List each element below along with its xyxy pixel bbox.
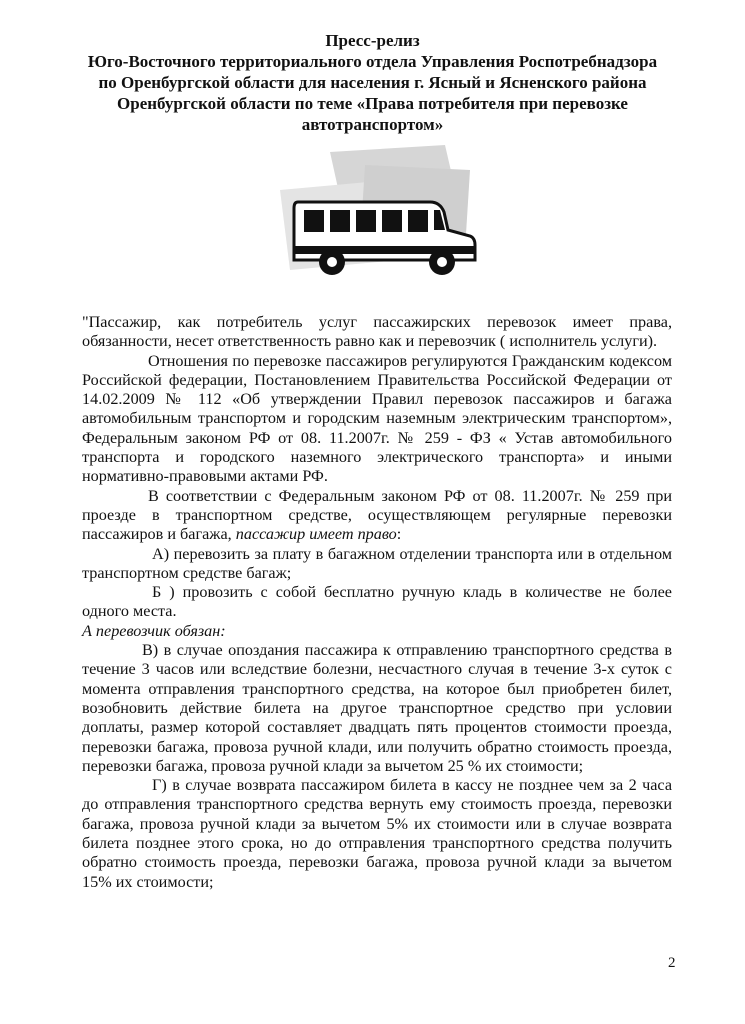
paragraph-passenger-rights [82, 487, 672, 545]
press-release-header [60, 30, 685, 135]
paragraph-item-v: В) в случае опоздания пассажира к отправлению транспортного средства в течение 3 часов или вследствие болезни, несчастного случая в течение 3-х суток с момента отправления транспортного средства, на которое был приобретен билет, возобновить действие билета на другое транспортное средство при условии доплаты, размер которой составляет двадцать пять процентов стоимости проезда, перевозки багажа, провоза ручной клади, или получить обратно стоимость проезда, перевозки багажа, провоза ручной клади за вычетом 25 % их стоимости; [82, 641, 672, 775]
passenger-rights-emphasis: пассажир имеет право [235, 525, 397, 544]
bus-hub-icon [437, 257, 447, 267]
header-line-4: Оренбургской области по теме «Права потребителя при перевозке [117, 94, 628, 113]
page-number: 2 [668, 955, 676, 971]
bus-window-icon [408, 210, 428, 232]
bus-window-icon [382, 210, 402, 232]
paragraph-regulation: Отношения по перевозке пассажиров регулируются Гражданским кодексом Российской федерации, Постановлением Правительства Российской Федерации от 14.02.2009 № 112 «Об утверждении Правил перевозок пассажиров и багажа автомобильным транспортом и городским наземным электрическим транспортом», Федеральным законом РФ от 08. 11.2007г. № 259 - ФЗ « Устав автомобильного транспорта и городского наземного электрического транспорта» и иными нормативно-правовыми актами РФ. [82, 351, 672, 486]
paragraph-text: В соответствии с Федеральным законом РФ от 08. 11.2007г. № 259 при проезде в транспортном средстве, осуществляющем регулярные перевозки пассажиров и багажа, [82, 486, 672, 544]
header-title: Пресс-релиз [325, 31, 420, 50]
header-line-2: Юго-Восточного территориального отдела Управления Роспотребнадзора [87, 52, 658, 71]
header-line-5: автотранспортом» [301, 115, 444, 134]
bus-hub-icon [327, 257, 337, 267]
paragraph-text: : [396, 525, 402, 544]
header-line-3: по Оренбургской области для населения г. Ясный и Ясненского района [98, 73, 647, 92]
bus-window-icon [356, 210, 376, 232]
document-body [82, 313, 672, 892]
paragraph-item-b: Б ) провозить с собой бесплатно ручную кладь в количестве не более одного места. [82, 583, 672, 621]
bus-icon [270, 140, 480, 290]
paragraph-item-g: Г) в случае возврата пассажиром билета в кассу не позднее чем за 2 часа до отправления транспортного средства вернуть ему стоимость проезда, перевозки багажа, провоза ручной клади за вычетом 5% их стоимости или в случае возврата билета позднее этого срока, но до отправления транспортного средства получить обратно стоимость проезда, перевозки багажа, провоза ручной клади за вычетом 15% их стоимости; [82, 776, 672, 891]
paragraph-item-a: А) перевозить за плату в багажном отделении транспорта или в отдельном транспортном средстве багаж; [82, 544, 672, 582]
bus-window-icon [330, 210, 350, 232]
carrier-obliged-heading: А перевозчик обязан: [82, 621, 226, 640]
bus-window-icon [304, 210, 324, 232]
paragraph-intro: "Пассажир, как потребитель услуг пассажирских перевозок имеет права, обязанности, несет ответственность равно как и перевозчик ( исполнитель услуги). [82, 313, 672, 351]
